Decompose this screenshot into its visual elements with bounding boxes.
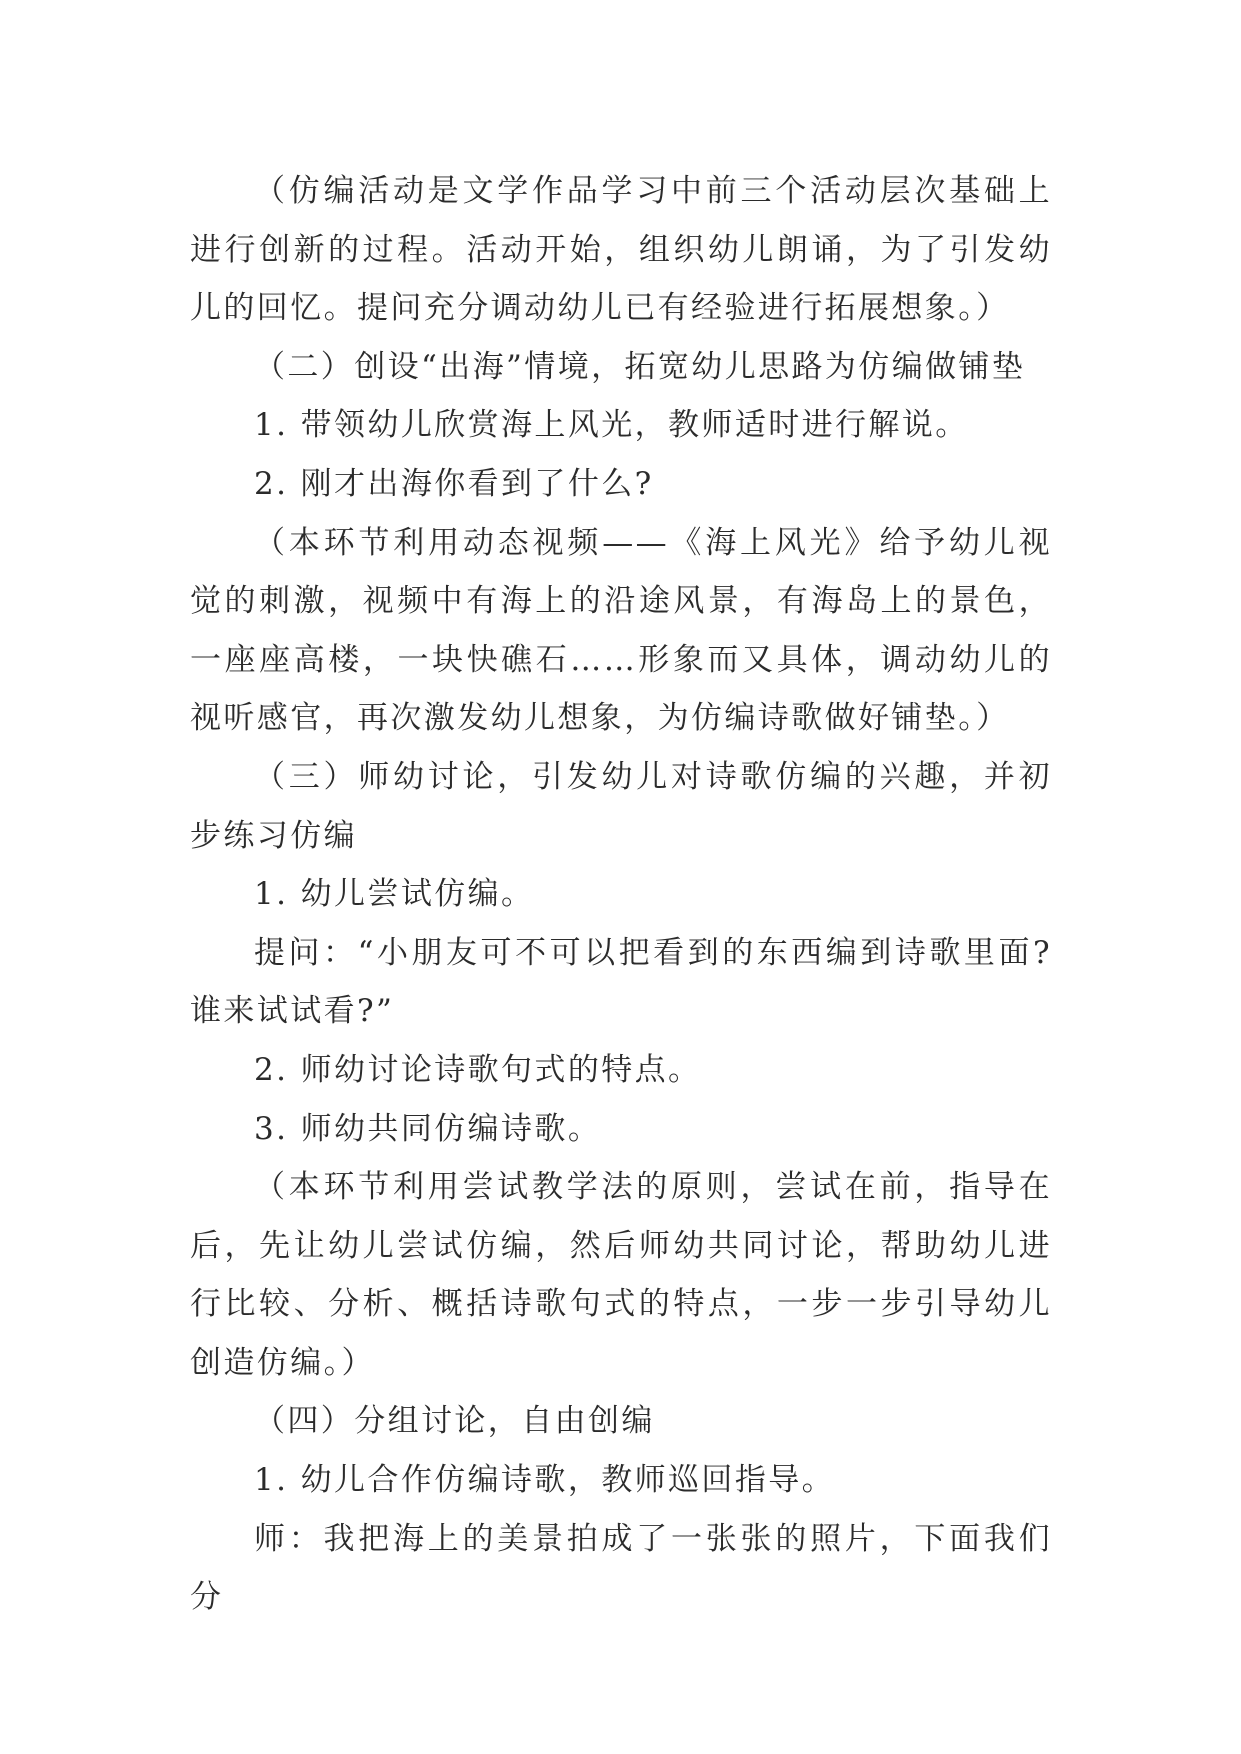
list-item: 1. 幼儿尝试仿编。 [254, 876, 535, 913]
paragraph-teacher-line: 师：我把海上的美景拍成了一张张的照片，下面我们分 [190, 1520, 1052, 1616]
paragraph-activity-note: （仿编活动是文学作品学习中前三个活动层次基础上进行创新的过程。活动开始，组织幼儿朗诵，为了引发幼儿的回忆。提问充分调动幼儿已有经验进行拓展想象。） [190, 173, 1052, 327]
paragraph-video-note: （本环节利用动态视频——《海上风光》给予幼儿视觉的刺激，视频中有海上的沿途风景，有海岛上的景色，一座座高楼，一块快礁石……形象而又具体，调动幼儿的视听感官，再次激发幼儿想象，为仿编诗歌做好铺垫。） [190, 524, 1052, 737]
section-heading-4: （四）分组讨论，自由创编 [254, 1403, 655, 1440]
list-item: 2. 师幼讨论诗歌句式的特点。 [254, 1051, 702, 1088]
list-item: 1. 带领幼儿欣赏海上风光，教师适时进行解说。 [254, 407, 969, 444]
list-item: 2. 刚才出海你看到了什么? [254, 465, 654, 502]
paragraph-question: 提问：“小朋友可不可以把看到的东西编到诗歌里面?谁来试试看?” [190, 934, 1052, 1030]
section-heading-3: （三）师幼讨论，引发幼儿对诗歌仿编的兴趣，并初步练习仿编 [190, 758, 1052, 854]
paragraph-method-note: （本环节利用尝试教学法的原则，尝试在前，指导在后，先让幼儿尝试仿编，然后师幼共同讨论，帮助幼儿进行比较、分析、概括诗歌句式的特点，一步一步引导幼儿创造仿编。） [190, 1169, 1052, 1381]
list-item: 3. 师幼共同仿编诗歌。 [254, 1110, 602, 1147]
section-heading-2: （二）创设“出海”情境，拓宽幼儿思路为仿编做铺垫 [254, 348, 1026, 385]
document-body [190, 162, 1052, 1627]
list-item: 1. 幼儿合作仿编诗歌，教师巡回指导。 [254, 1462, 836, 1499]
